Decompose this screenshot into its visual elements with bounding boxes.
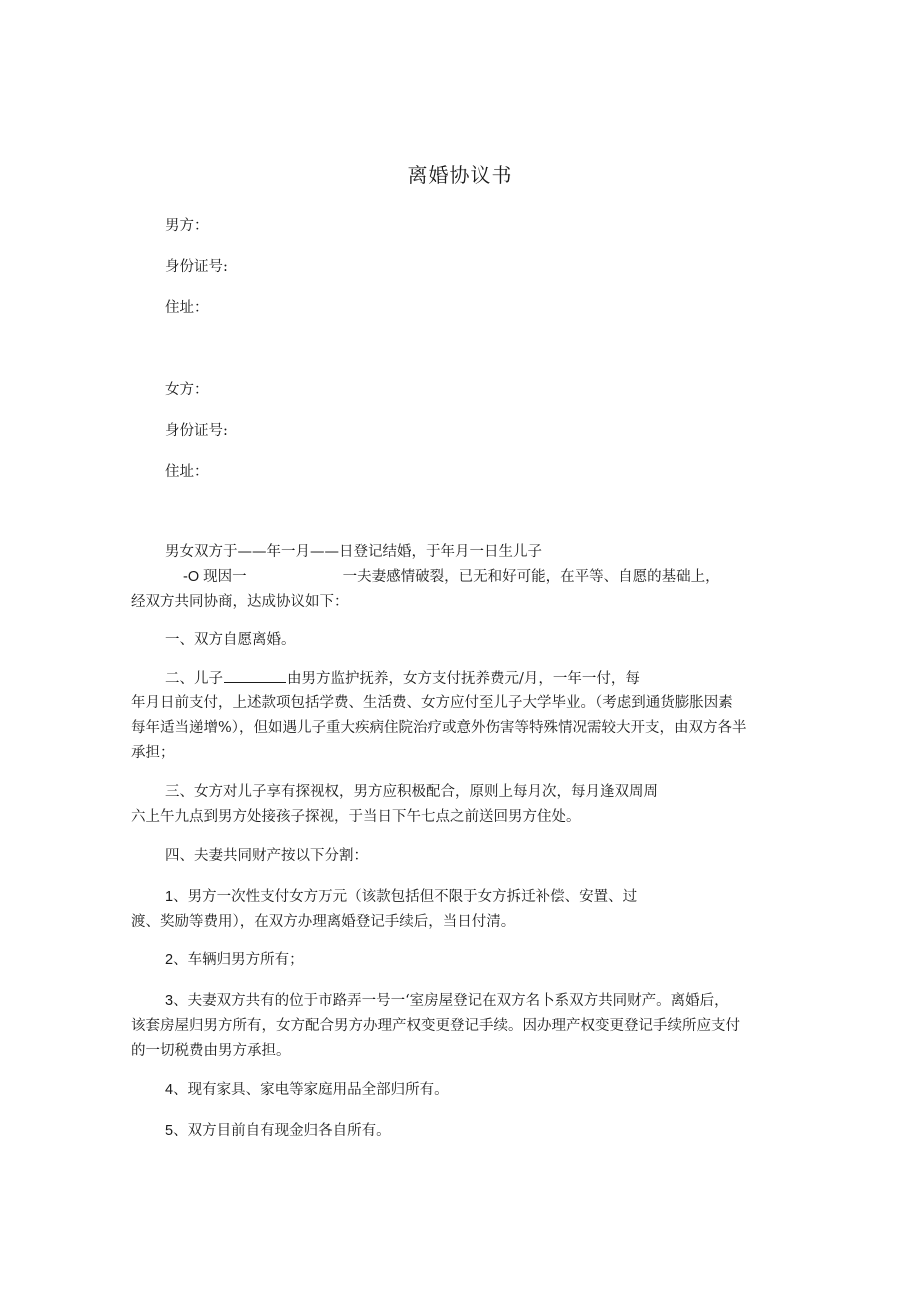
property-item-1-line-1 bbox=[165, 887, 637, 907]
item-1-number: 1 bbox=[165, 889, 174, 905]
clause-4-heading: 四、夫妻共同财产按以下分割： bbox=[165, 848, 368, 864]
property-item-5 bbox=[165, 1121, 391, 1141]
intro-line-2-start: -O 现因一 bbox=[183, 569, 247, 585]
female-label: 女方： bbox=[165, 382, 209, 398]
male-address-label: 住址： bbox=[165, 300, 209, 316]
property-item-3-line-3: 的一切税费由男方承担。 bbox=[131, 1043, 291, 1059]
clause-2-line-4: 承担； bbox=[131, 745, 175, 761]
intro-line-2-end: 一夫妻感情破裂，已无和好可能，在平等、自愿的基础上， bbox=[342, 569, 720, 585]
female-id-label: 身份证号: bbox=[165, 423, 228, 439]
document-title: 离婚协议书 bbox=[407, 163, 513, 187]
item-5-text: 、双方目前自有现金归各自所有。 bbox=[173, 1123, 391, 1139]
property-item-2 bbox=[165, 950, 304, 970]
item-1-text: 、男方一次性支付女方万元（该款包括但不限于女方拆迁补偿、安置、过 bbox=[173, 889, 638, 905]
item-4-number: 4 bbox=[165, 1082, 174, 1098]
clause-3-line-1: 三、女方对儿子享有探视权，男方应积极配合，原则上每月次，每月逢双周周 bbox=[165, 784, 658, 800]
intro-line-1: 男女双方于——年一月——日登记结婚，于年月一日生儿子 bbox=[165, 544, 542, 560]
property-item-1-line-2: 渡、奖励等费用），在双方办理离婚登记手续后，当日付清。 bbox=[131, 914, 516, 930]
clause-2-son-label: 二、儿子 bbox=[165, 671, 223, 687]
clause-2-line-3: 每年适当递增%），但如遇儿子重大疾病住院治疗或意外伤害等特殊情况需较大开支，由双方各半 bbox=[131, 720, 747, 736]
female-address-label: 住址： bbox=[165, 464, 209, 480]
property-item-3-line-1 bbox=[165, 991, 729, 1011]
item-2-number: 2 bbox=[165, 952, 174, 968]
male-label: 男方： bbox=[165, 218, 209, 234]
item-2-text: 、车辆归男方所有； bbox=[173, 952, 304, 968]
clause-2-line-2: 年月日前支付，上述款项包括学费、生活费、女方应付至儿子大学毕业。（考虑到通货膨胀因素 bbox=[131, 695, 733, 711]
item-3-text: 、夫妻双方共有的位于市路弄一号一‘室房屋登记在双方名卜系双方共同财产。离婚后， bbox=[173, 993, 729, 1009]
male-id-label: 身份证号: bbox=[165, 259, 228, 275]
item-5-number: 5 bbox=[165, 1123, 174, 1139]
clause-3-line-2: 六上午九点到男方处接孩子探视，于当日下午七点之前送回男方住处。 bbox=[131, 809, 581, 825]
intro-line-3: 经双方共同协商，达成协议如下： bbox=[131, 594, 349, 610]
clause-2-line-1-rest: 由男方监护抚养，女方支付抚养费元/月，一年一付，每 bbox=[287, 671, 640, 687]
item-4-text: 、现有家具、家电等家庭用品全部归所有。 bbox=[173, 1082, 449, 1098]
intro-line-2 bbox=[183, 567, 720, 587]
clause-1: 一、双方自愿离婚。 bbox=[165, 632, 296, 648]
clause-2-line-1 bbox=[165, 668, 640, 689]
property-item-4 bbox=[165, 1080, 449, 1100]
son-name-blank bbox=[224, 668, 286, 683]
property-item-3-line-2: 该套房屋归男方所有，女方配合男方办理产权变更登记手续。因办理产权变更登记手续所应支付 bbox=[131, 1018, 740, 1034]
item-3-number: 3 bbox=[165, 993, 174, 1009]
